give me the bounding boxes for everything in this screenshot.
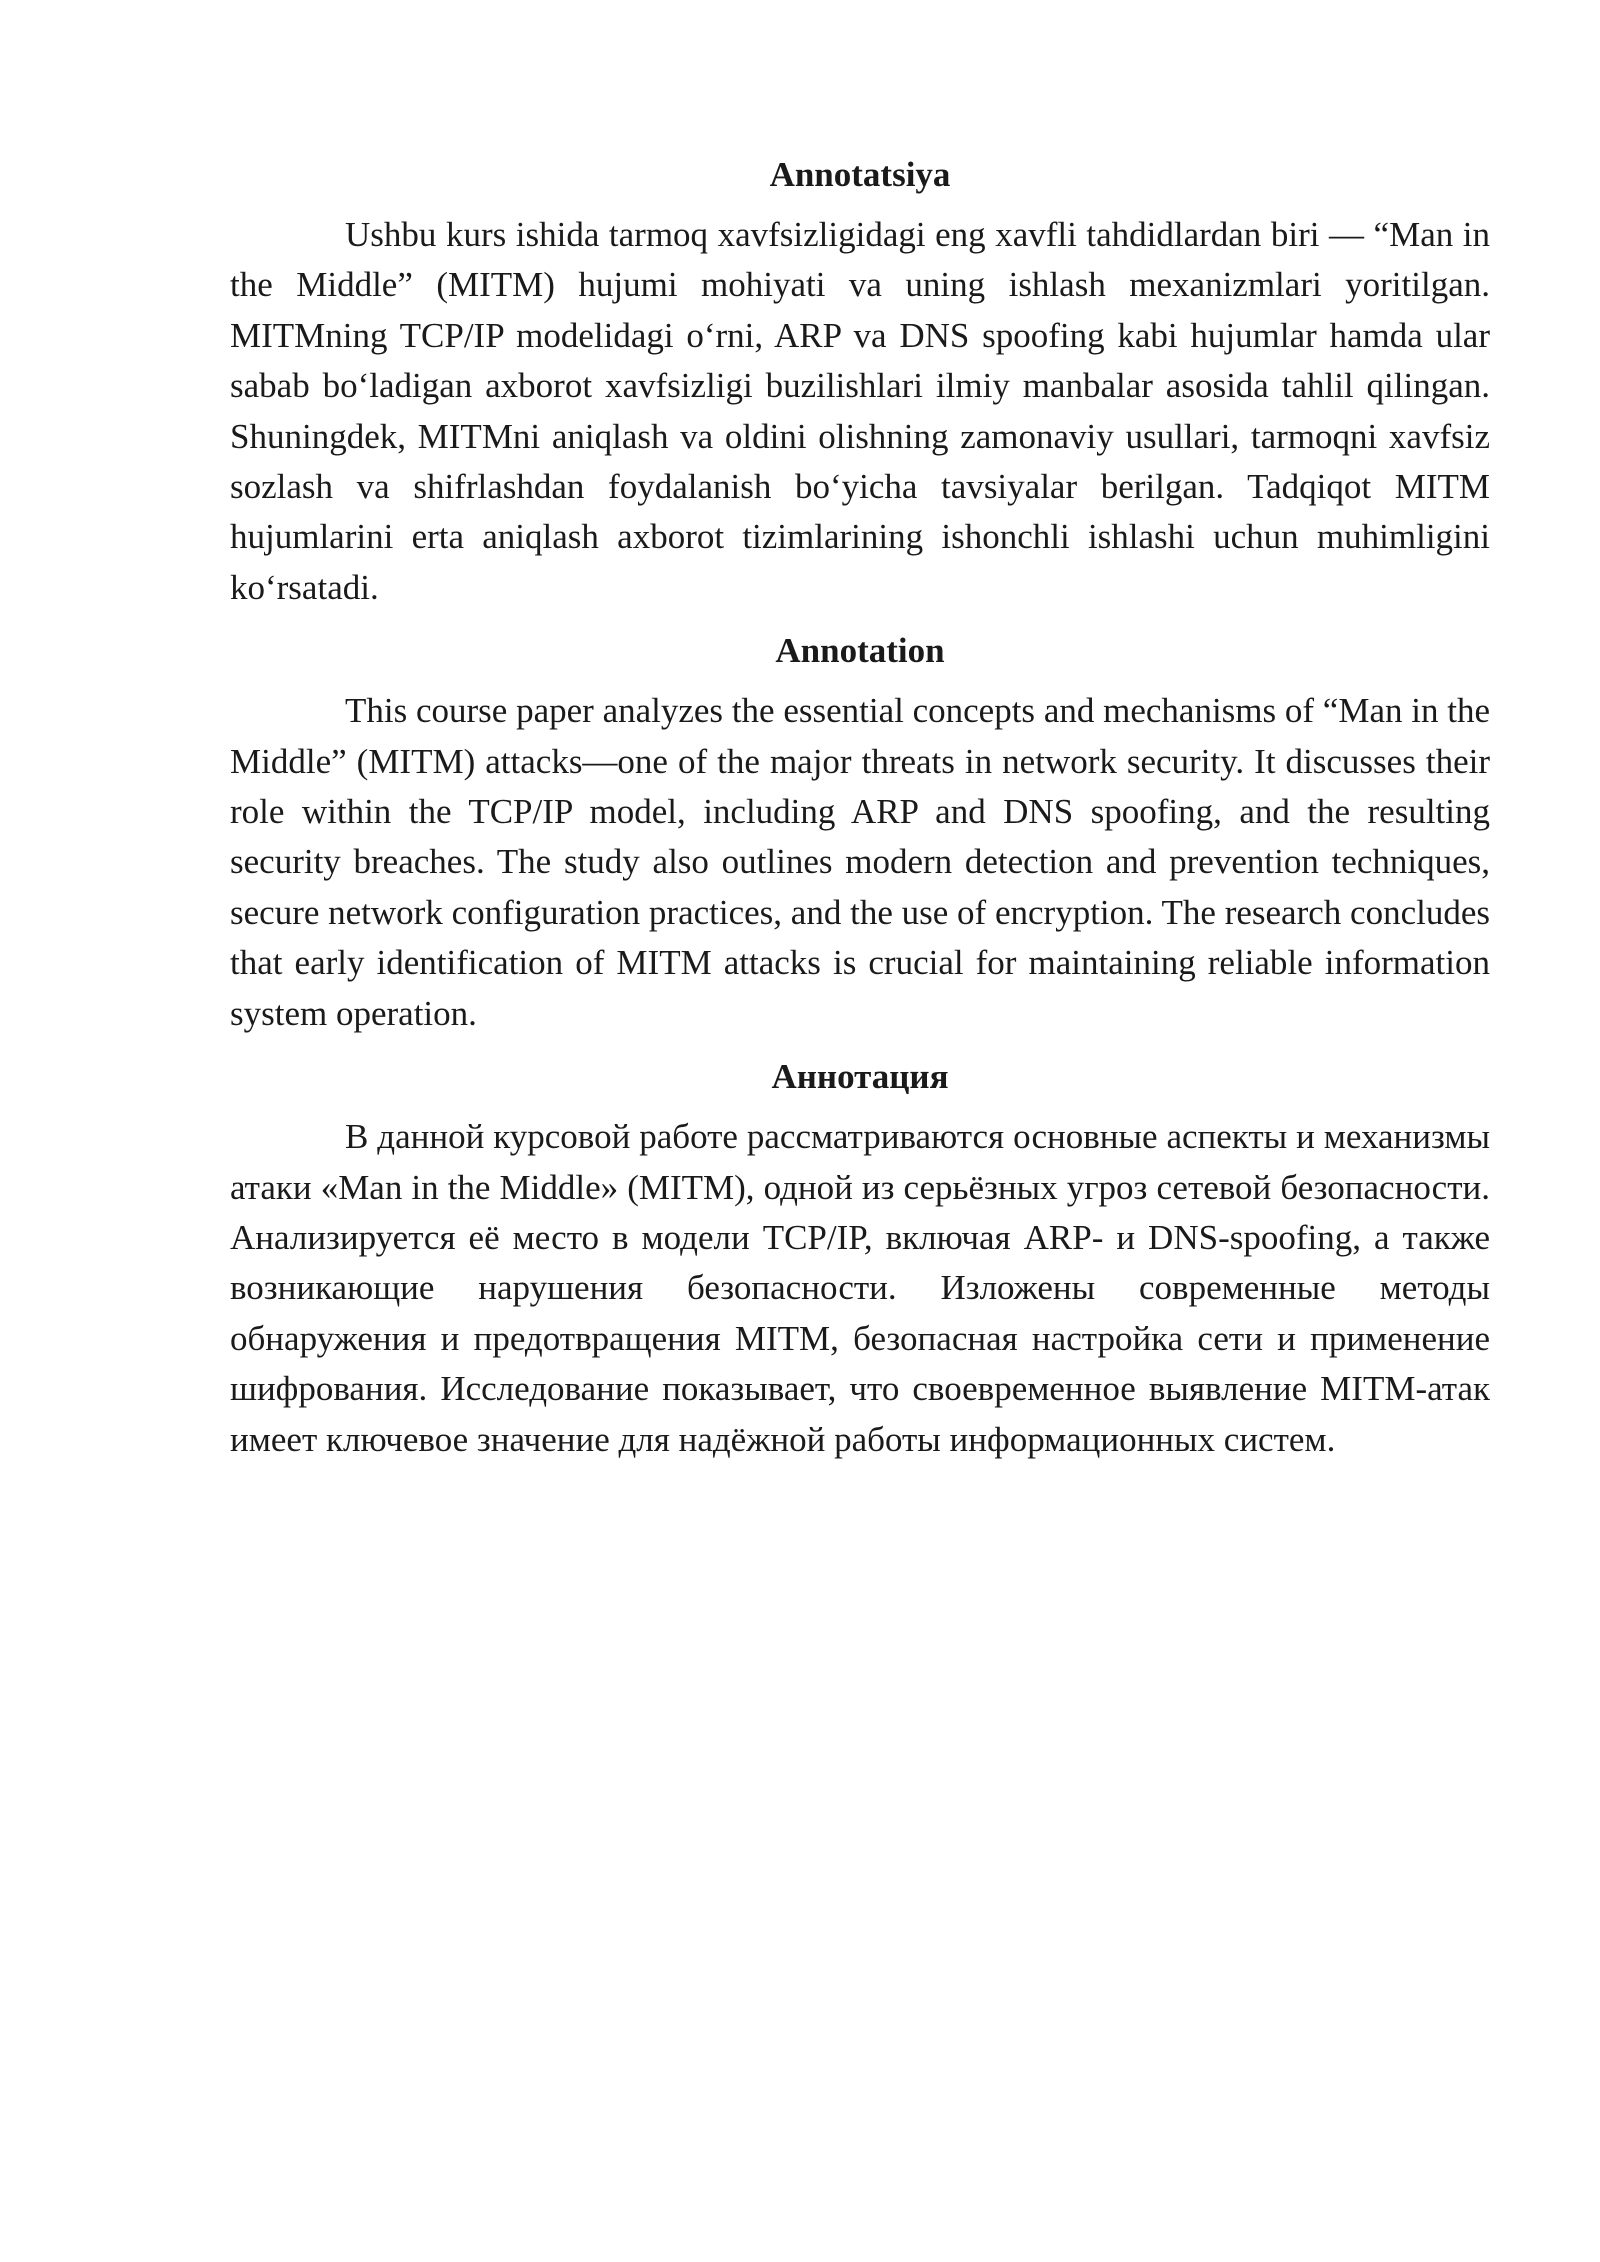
section-paragraph: Ushbu kurs ishida tarmoq xavfsizligidagi eng xavfli tahdidlardan biri — “Man in the Middle” (MITM) hujumi mohiyati va uning ishlash mexanizmlari yoritilgan. MITMning TCP/IP modelidagi o‘rni, ARP va DNS spoofing kabi hujumlar hamda ular sabab bo‘ladigan axborot xavfsizligi buzilishlari ilmiy manbalar asosida tahlil qilingan. Shuningdek, MITMni aniqlash va oldini olishning zamonaviy usullari, tarmoqni xavfsiz sozlash va shifrlashdan foydalanish bo‘yicha tavsiyalar berilgan. Tadqiqot MITM hujumlarini erta aniqlash axborot tizimlarining ishonchli ishlashi uchun muhimligini ko‘rsatadi. [230,215,1490,607]
section-paragraph: This course paper analyzes the essential concepts and mechanisms of “Man in the Middle” (MITM) attacks—one of the major threats in network security. It discusses their role within the TCP/IP model, including ARP and DNS spoofing, and the resulting security breaches. The study also outlines modern detection and prevention techniques, secure network configuration practices, and the use of encryption. The research concludes that early identification of MITM attacks is crucial for maintaining reliable information system operation. [230,691,1490,1033]
section-heading: Annotation [775,631,945,671]
section-uzbek-annotation [230,150,1490,613]
section-heading: Annotatsiya [769,155,951,194]
section-english-annotation [230,626,1490,1039]
section-heading: Аннотация [771,1057,949,1097]
section-russian-annotation [230,1052,1490,1465]
section-paragraph: В данной курсовой работе рассматриваются основные аспекты и механизмы атаки «Man in the Middle» (MITM), одной из серьёзных угроз сетевой безопасности. Анализируется её место в модели TCP/IP, включая ARP- и DNS-spoofing, а также возникающие нарушения безопасности. Изложены современные методы обнаружения и предотвращения MITM, безопасная настройка сети и применение шифрования. Исследование показывает, что своевременное выявление MITM-атак имеет ключевое значение для надёжной работы информационных систем. [230,1117,1490,1459]
document-page [230,150,1490,1478]
